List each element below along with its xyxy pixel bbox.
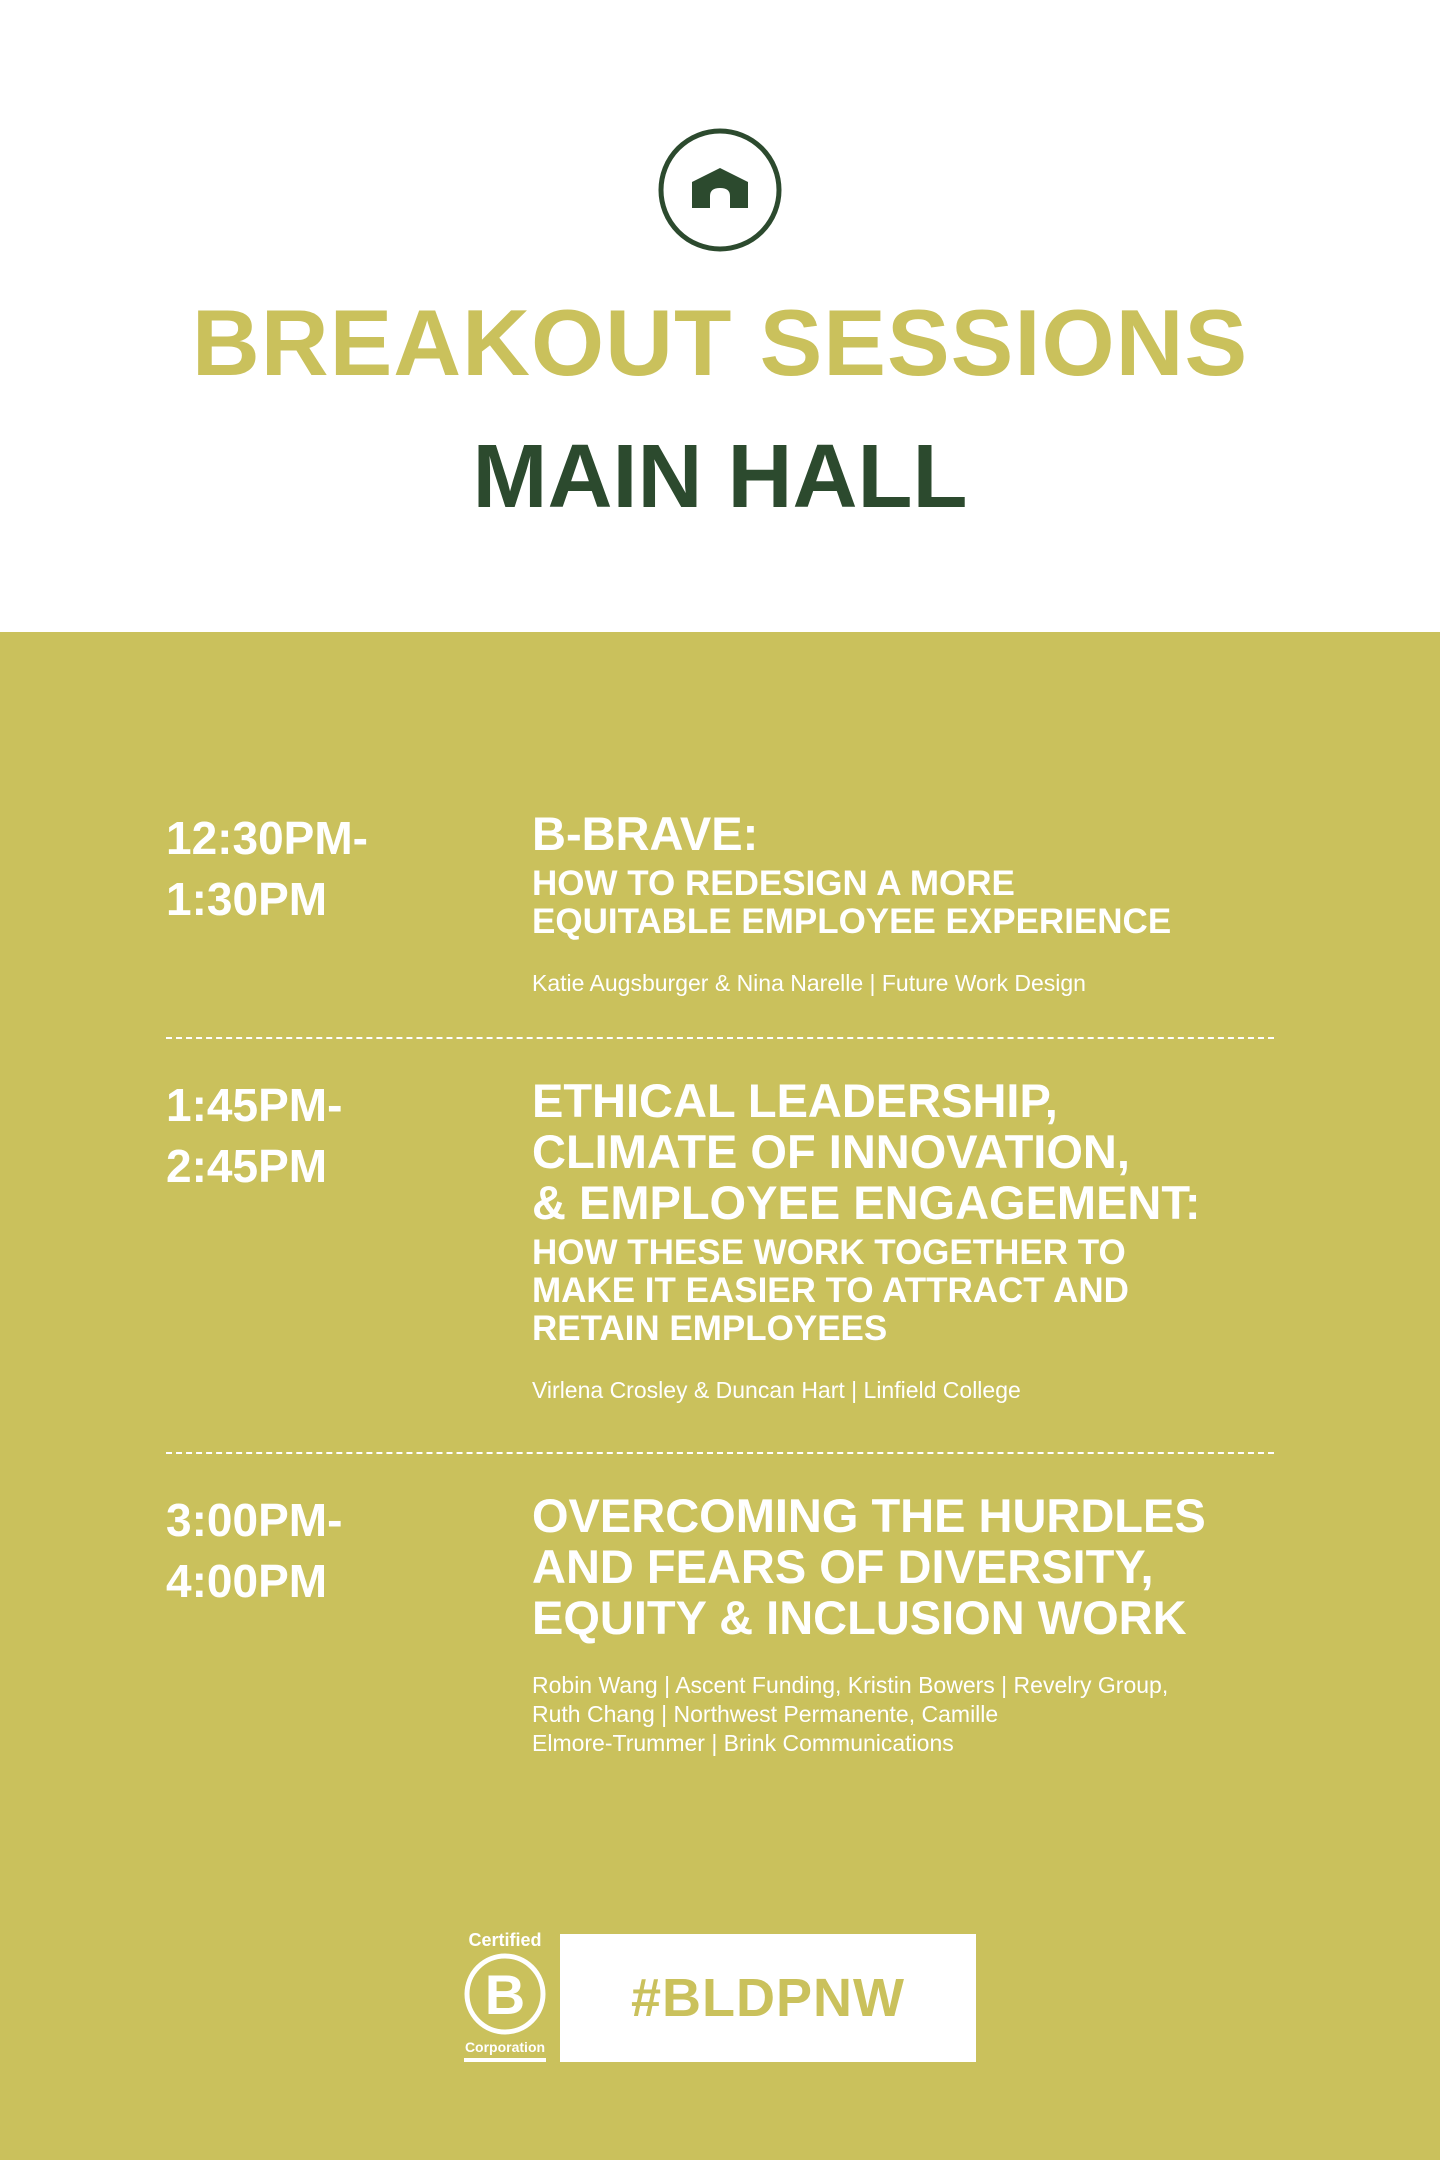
subtitle-line: HOW THESE WORK TOGETHER TO: [532, 1233, 1126, 1272]
title-line: & EMPLOYEE ENGAGEMENT:: [532, 1176, 1201, 1229]
title-line: ETHICAL LEADERSHIP,: [532, 1074, 1058, 1127]
divider: [166, 1452, 1274, 1454]
title-line: EQUITY & INCLUSION WORK: [532, 1591, 1187, 1644]
session-speakers: [532, 1376, 1282, 1405]
bcorp-top-text: Certified: [468, 1930, 542, 1950]
session-content: [532, 808, 1282, 998]
title-line: B-BRAVE:: [532, 807, 759, 860]
time-end: 2:45PM: [166, 1140, 328, 1192]
speakers-line: Robin Wang | Ascent Funding, Kristin Bowers | Revelry Group,: [532, 1672, 1169, 1698]
session-speakers: [532, 969, 1282, 998]
time-end: 4:00PM: [166, 1555, 328, 1607]
time-start: 3:00PM-: [166, 1494, 343, 1546]
title-line: CLIMATE OF INNOVATION,: [532, 1125, 1130, 1178]
subtitle-line: MAKE IT EASIER TO ATTRACT AND: [532, 1271, 1129, 1310]
time-end: 1:30PM: [166, 873, 328, 925]
subtitle-line: EQUITABLE EMPLOYEE EXPERIENCE: [532, 902, 1172, 941]
speakers-line: Virlena Crosley & Duncan Hart | Linfield College: [532, 1377, 1021, 1403]
speakers-line: Katie Augsburger & Nina Narelle | Future Work Design: [532, 970, 1086, 996]
bcorp-bottom-text: Corporation: [464, 2039, 546, 2055]
house-in-circle-icon: [658, 128, 782, 252]
speakers-line: Ruth Chang | Northwest Permanente, Camille: [532, 1701, 999, 1727]
session-title: [532, 808, 1282, 859]
hashtag-box: [560, 1934, 976, 2062]
page-title: BREAKOUT SESSIONS: [191, 290, 1249, 395]
session-time: [166, 1490, 496, 1612]
divider: [166, 1037, 1274, 1039]
hashtag: #BLDPNW: [631, 1968, 905, 2028]
session-speakers: [532, 1671, 1282, 1758]
session-content: [532, 1490, 1282, 1758]
header: [0, 0, 1440, 632]
title-line: OVERCOMING THE HURDLES: [532, 1489, 1206, 1542]
title-line: AND FEARS OF DIVERSITY,: [532, 1540, 1154, 1593]
subtitle-line: RETAIN EMPLOYEES: [532, 1309, 888, 1348]
session-time: [166, 808, 496, 930]
session-title: [532, 1490, 1282, 1643]
b-corp-logo: [462, 1928, 548, 2066]
bcorp-letter: B: [484, 1963, 526, 2026]
session-subtitle: [532, 1234, 1282, 1348]
session-subtitle: [532, 865, 1282, 941]
session-time: [166, 1075, 496, 1197]
location-title: MAIN HALL: [472, 427, 968, 527]
time-start: 1:45PM-: [166, 1079, 343, 1131]
time-start: 12:30PM-: [166, 812, 368, 864]
session-title: [532, 1075, 1282, 1228]
session-content: [532, 1075, 1282, 1405]
speakers-line: Elmore-Trummer | Brink Communications: [532, 1730, 954, 1756]
subtitle-line: HOW TO REDESIGN A MORE: [532, 864, 1015, 903]
